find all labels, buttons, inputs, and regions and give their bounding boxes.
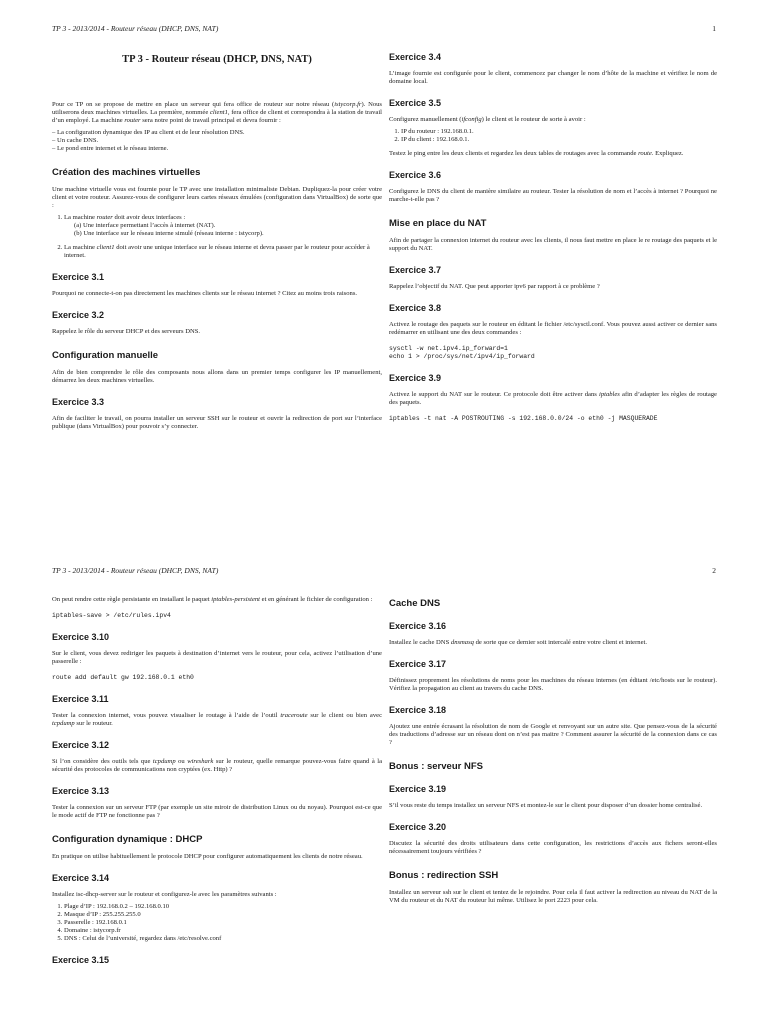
document-title: TP 3 - Routeur réseau (DHCP, DNS, NAT) xyxy=(122,54,312,65)
paragraph: Rappelez l’objectif du NAT. Que peut apporter ipv6 par rapport à ce problème ? xyxy=(389,283,600,290)
list-item: 3. Passerelle : 192.168.0.1 xyxy=(64,919,382,927)
list-item: 2. IP du client : 192.168.0.1. xyxy=(401,136,717,144)
section-heading: Configuration manuelle xyxy=(52,350,159,361)
paragraph: Une machine virtuelle vous est fournie pour le TP avec une installation minimaliste Debian. Dupliquez-la pour créer votre client et votre routeur. Assurez-vous de configurer leurs cartes réseaux émulées (configuration dans VirtualBox) de sorte que : xyxy=(52,186,382,209)
exercise-heading: Exercice 3.3 xyxy=(52,397,105,407)
paragraph: L’image fournie est configurée pour le client, commencez par changer le nom d’hôte de la machine et vérifiez le nom de domaine local. xyxy=(389,70,717,85)
exercise-heading: Exercice 3.14 xyxy=(52,873,110,883)
paragraph: Discutez la sécurité des droits utilisateurs dans cette configuration, les restrictions d’accès aux fichers seront-elles nécessairement toujours vérifiées ? xyxy=(389,840,717,855)
paragraph: Afin de partager la connexion internet du routeur avec les clients, il nous faut mettre en place le re routage des paquets et le support du NAT. xyxy=(389,237,717,252)
right-column xyxy=(389,50,717,433)
exercise-heading: Exercice 3.1 xyxy=(52,272,105,282)
list-item: 1. Plage d’IP : 192.168.0.2 – 192.168.0.10 xyxy=(64,903,382,911)
paragraph: Ajoutez une entrée écrasant la résolution de nom de Google et renvoyant sur un autre site. Que pensez-vous de la sécurité des traductions d’adresse sur un réseau dont on n’est pas maitre ? Comment assurer la sécurité de la connexion dans ce cas ? xyxy=(389,723,717,746)
list-item: 1. La machine router doit avoir deux interfaces : (a) Une interface permettant l’accès à internet (NAT). (b) Une interface sur le réseau interne simulé (réseau interne : istycorp). xyxy=(64,214,382,238)
paragraph: Sur le client, vous devez rediriger les paquets à destination d’internet vers le routeur, pour cela, activez l’utilisation d’une passerelle : xyxy=(52,650,382,665)
section-heading: Mise en place du NAT xyxy=(389,218,487,229)
section-heading: Configuration dynamique : DHCP xyxy=(52,834,203,845)
left-column xyxy=(52,50,382,435)
intro-paragraph: Pour ce TP on se propose de mettre en place un serveur qui fera office de routeur sur notre réseau (istycorp.fr). Nous utiliserons deux machines virtuelles. La première, nommée client1, fera office de client et correspondra à la station de travail d’un employé. La machine router sera notre point de travail principal et devra fournir : xyxy=(52,101,382,124)
section-heading: Bonus : serveur NFS xyxy=(389,761,483,772)
paragraph: Configurez manuellement (ifconfig) le client et le routeur de sorte à avoir : xyxy=(389,116,586,123)
paragraph: Installez un serveur ssh sur le client et tentez de le rejoindre. Pour cela il faut activer la redirection au niveau du NAT de la VM du routeur et du NAT du routeur lui même. Utilisez le port 2223 pour cela. xyxy=(389,889,717,904)
code-block: iptables -t nat -A POSTROUTING -s 192.168.0.0/24 -o eth0 -j MASQUERADE xyxy=(389,415,658,422)
paragraph: Tester la connexion internet, vous pouvez visualiser le routage à l’aide de l’outil traceroute sur le client ou bien avec tcpdump sur le routeur. xyxy=(52,712,382,727)
exercise-heading: Exercice 3.13 xyxy=(52,786,110,796)
right-column xyxy=(389,596,717,909)
exercise-heading: Exercice 3.9 xyxy=(389,373,442,383)
code-block: route add default gw 192.168.0.1 eth0 xyxy=(52,674,194,681)
running-header xyxy=(52,566,716,575)
list-item: (b) Une interface sur le réseau interne simulé (réseau interne : istycorp). xyxy=(74,230,264,237)
paragraph: Activez le support du NAT sur le routeur. Ce protocole doit être activer dans iptables afin d’adapter les règles de routage des paquets. xyxy=(389,391,717,406)
header-title: TP 3 - 2013/2014 - Routeur réseau (DHCP, DNS, NAT) xyxy=(52,566,219,575)
list-item: – Le pond entre internet et le réseau interne. xyxy=(52,145,169,152)
exercise-heading: Exercice 3.12 xyxy=(52,740,110,750)
exercise-heading: Exercice 3.16 xyxy=(389,621,447,631)
exercise-heading: Exercice 3.4 xyxy=(389,52,442,62)
exercise-heading: Exercice 3.17 xyxy=(389,659,447,669)
exercise-heading: Exercice 3.10 xyxy=(52,632,110,642)
section-heading: Cache DNS xyxy=(389,598,441,609)
list-item: (a) Une interface permettant l’accès à internet (NAT). xyxy=(74,222,216,229)
page-number: 1 xyxy=(712,24,716,33)
paragraph: Installez isc-dhcp-server sur le routeur et configurez-le avec les paramètres suivants : xyxy=(52,891,277,898)
page-number: 2 xyxy=(712,566,716,575)
section-heading: Création des machines virtuelles xyxy=(52,167,201,178)
numbered-list xyxy=(52,214,382,260)
list-item: – La configuration dynamique des IP au client et de leur résolution DNS. xyxy=(52,129,245,136)
paragraph: Testez le ping entre les deux clients et regardez les deux tables de routages avec la commande route. Expliquez. xyxy=(389,150,684,157)
list-item: 1. IP du routeur : 192.168.0.1. xyxy=(401,128,717,136)
code-block: iptables-save > /etc/rules.ipv4 xyxy=(52,612,171,619)
exercise-heading: Exercice 3.8 xyxy=(389,303,442,313)
section-heading: Bonus : redirection SSH xyxy=(389,870,499,881)
exercise-heading: Exercice 3.2 xyxy=(52,310,105,320)
paragraph: S’il vous reste du temps installez un serveur NFS et montez-le sur le client pour disposer d’un dossier home centralisé. xyxy=(389,802,703,809)
running-header xyxy=(52,24,716,33)
list-item: 4. Domaine : istycorp.fr xyxy=(64,927,382,935)
document-page-2 xyxy=(0,556,768,1024)
list-item: 2. Masque d’IP : 255.255.255.0 xyxy=(64,911,382,919)
paragraph: Afin de bien comprendre le rôle des composants nous allons dans un premier temps configurer les IP manuellement, démarrez les deux machines virtuelles. xyxy=(52,369,382,384)
exercise-heading: Exercice 3.19 xyxy=(389,784,447,794)
paragraph: Tester la connexion sur un serveur FTP (par exemple un site miroir de distribution Linux ou du noyau). Pourquoi est-ce que le mode actif de FTP ne fonctionne pas ? xyxy=(52,804,382,819)
exercise-heading: Exercice 3.15 xyxy=(52,955,110,965)
exercise-heading: Exercice 3.20 xyxy=(389,822,447,832)
exercise-heading: Exercice 3.18 xyxy=(389,705,447,715)
paragraph: Activez le routage des paquets sur le routeur en éditant le fichier /etc/sysctl.conf. Vous pouvez aussi activer ce dernier sans redémarrer en utilisant une des deux commandes : xyxy=(389,321,717,336)
left-column xyxy=(52,596,382,973)
header-title: TP 3 - 2013/2014 - Routeur réseau (DHCP, DNS, NAT) xyxy=(52,24,219,33)
paragraph: Si l’on considère des outils tels que tcpdump ou wireshark sur le routeur, quelle remarque pouvez-vous faire quand à la sécurité des protocoles de communications non cryptées (ex. Http) ? xyxy=(52,758,383,773)
paragraph: Configurez le DNS du client de manière similaire au routeur. Tester la résolution de nom et l’accès à internet ? Pourquoi ne marche-t-elle pas ? xyxy=(389,188,717,203)
numbered-list xyxy=(389,128,717,144)
sub-list xyxy=(64,222,382,238)
exercise-heading: Exercice 3.6 xyxy=(389,170,442,180)
paragraph: Afin de faciliter le travail, on pourra installer un serveur SSH sur le routeur et ouvrir la redirection de port sur l’interface publique (dans VirtualBox) pour pouvoir s’y connecter. xyxy=(52,415,382,430)
list-item: – Un cache DNS. xyxy=(52,137,99,144)
paragraph: On peut rendre cette règle persistante en installant le paquet iptables-persistent et en générant le fichier de configuration : xyxy=(52,596,373,603)
exercise-heading: Exercice 3.5 xyxy=(389,98,442,108)
code-block: sysctl -w net.ipv4.ip_forward=1 echo 1 > /proc/sys/net/ipv4/ip_forward xyxy=(389,345,535,360)
exercise-heading: Exercice 3.7 xyxy=(389,265,442,275)
exercise-heading: Exercice 3.11 xyxy=(52,694,109,704)
list-item: 5. DNS : Celui de l’université, regardez dans /etc/resolve.conf xyxy=(64,935,382,943)
paragraph: Rappelez le rôle du serveur DHCP et des serveurs DNS. xyxy=(52,328,201,335)
numbered-list xyxy=(52,903,382,943)
paragraph: Pourquoi ne connecte-t-on pas directement les machines clients sur le réseau internet ? Citez au moins trois raisons. xyxy=(52,290,358,297)
paragraph: Définissez proprement les résolutions de noms pour les machines du réseau internes (en éditant /etc/hosts sur le routeur). Vérifiez la propagation au client au travers du cache DNS. xyxy=(389,677,717,692)
intro-list xyxy=(52,129,382,153)
paragraph: Installez le cache DNS dnsmasq de sorte que ce dernier soit intercalé entre votre client et internet. xyxy=(389,639,647,646)
list-item: 2. La machine client1 doit avoir une unique interface sur le réseau interne et devra passer par le routeur pour accéder à internet. xyxy=(64,244,382,260)
paragraph: En pratique on utilise habituellement le protocole DHCP pour configurer automatiquement les clients de notre réseau. xyxy=(52,853,363,860)
